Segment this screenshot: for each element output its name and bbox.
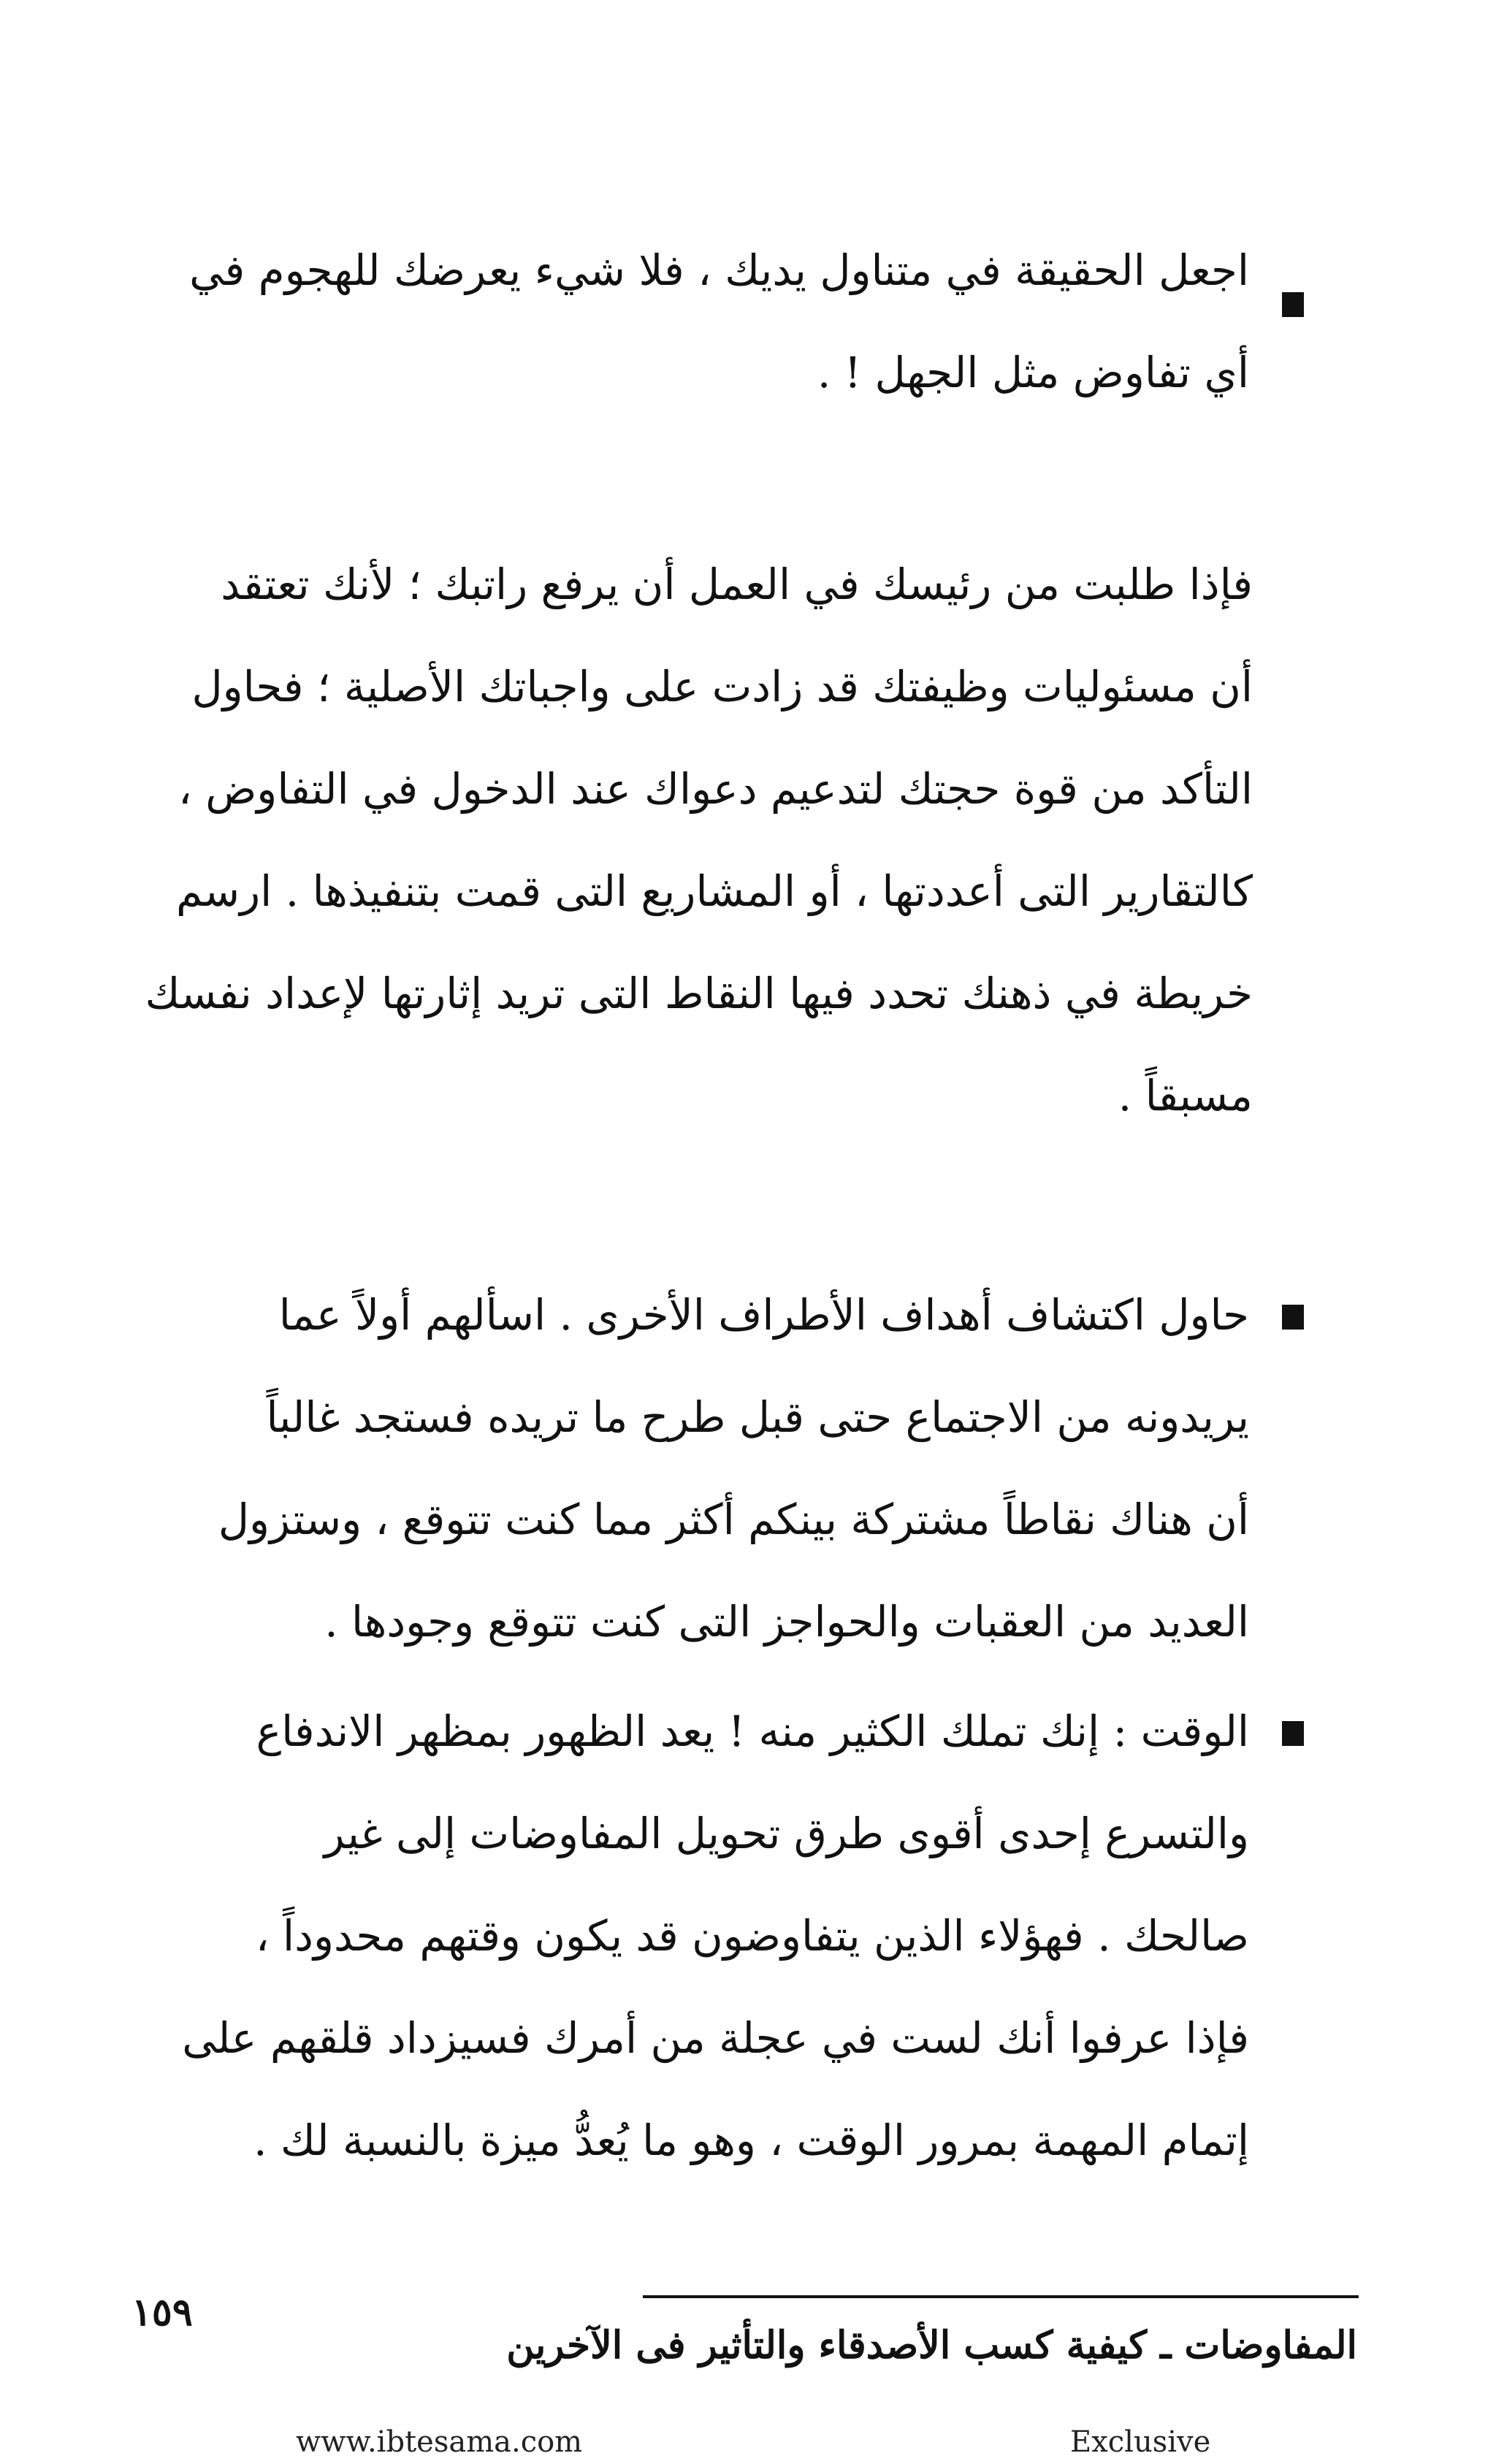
text-line: أي تفاوض مثل الجهل ! .	[817, 348, 1249, 397]
text-line: فإذا عرفوا أنك لست في عجلة من أمرك فسيزداد قلقهم على	[182, 2013, 1249, 2063]
text-line: التأكد من قوة حجتك لتدعيم دعواك عند الدخول في التفاوض ،	[178, 764, 1253, 814]
text-line: فإذا طلبت من رئيسك في العمل أن يرفع راتبك ؛ لأنك تعتقد	[221, 560, 1253, 609]
text-line: كالتقارير التى أعددتها ، أو المشاريع التى قمت بتنفيذها . ارسم	[175, 866, 1253, 916]
bullet-square-icon	[1282, 1305, 1304, 1330]
text-line: صالحك . فهؤلاء الذين يتفاوضون قد يكون وقتهم محدوداً ،	[255, 1911, 1249, 1961]
text-line: خريطة في ذهنك تحدد فيها النقاط التى تريد إثارتها لإعداد نفسك	[145, 969, 1253, 1018]
text-line: مسبقاً .	[1118, 1071, 1253, 1121]
site-watermark: www.ibtesama.com	[296, 2425, 583, 2459]
text-line: حاول اكتشاف أهداف الأطراف الأخرى . اسألهم أولاً عما	[278, 1290, 1249, 1340]
text-line: اجعل الحقيقة في متناول يديك ، فلا شيء يعرضك للهجوم في	[189, 245, 1249, 295]
bullet-truth	[131, 219, 1249, 424]
bullet-goals	[131, 1264, 1249, 1673]
text-line: العديد من العقبات والحواجز التى كنت تتوقع وجودها .	[324, 1597, 1249, 1647]
text-line: إتمام المهمة بمرور الوقت ، وهو ما يُعدُّ ميزة بالنسبة لك .	[253, 2116, 1249, 2165]
exclusive-label: Exclusive	[1070, 2425, 1211, 2459]
footer-rule	[643, 2295, 1359, 2298]
text-line: الوقت : إنك تملك الكثير منه ! يعد الظهور بمظهر الاندفاع	[256, 1706, 1249, 1756]
text-line: يريدونه من الاجتماع حتى قبل طرح ما تريده فستجد غالباً	[266, 1392, 1249, 1442]
bullet-square-icon	[1282, 292, 1304, 317]
page-number: ١٥٩	[131, 2290, 193, 2335]
text-line: والتسرع إحدى أقوى طرق تحويل المفاوضات إلى غير	[324, 1809, 1249, 1858]
bullet-square-icon	[1282, 1721, 1304, 1746]
text-line: أن مسئوليات وظيفتك قد زادت على واجباتك الأصلية ؛ فحاول	[191, 662, 1253, 712]
running-title: المفاوضات ـ كيفية كسب الأصدقاء والتأثير فى الآخرين	[506, 2323, 1357, 2368]
text-line: أن هناك نقاطاً مشتركة بينكم أكثر مما كنت تتوقع ، وستزول	[218, 1495, 1249, 1544]
bullet-time	[131, 1680, 1249, 2192]
paragraph-raise-salary	[145, 533, 1253, 1147]
